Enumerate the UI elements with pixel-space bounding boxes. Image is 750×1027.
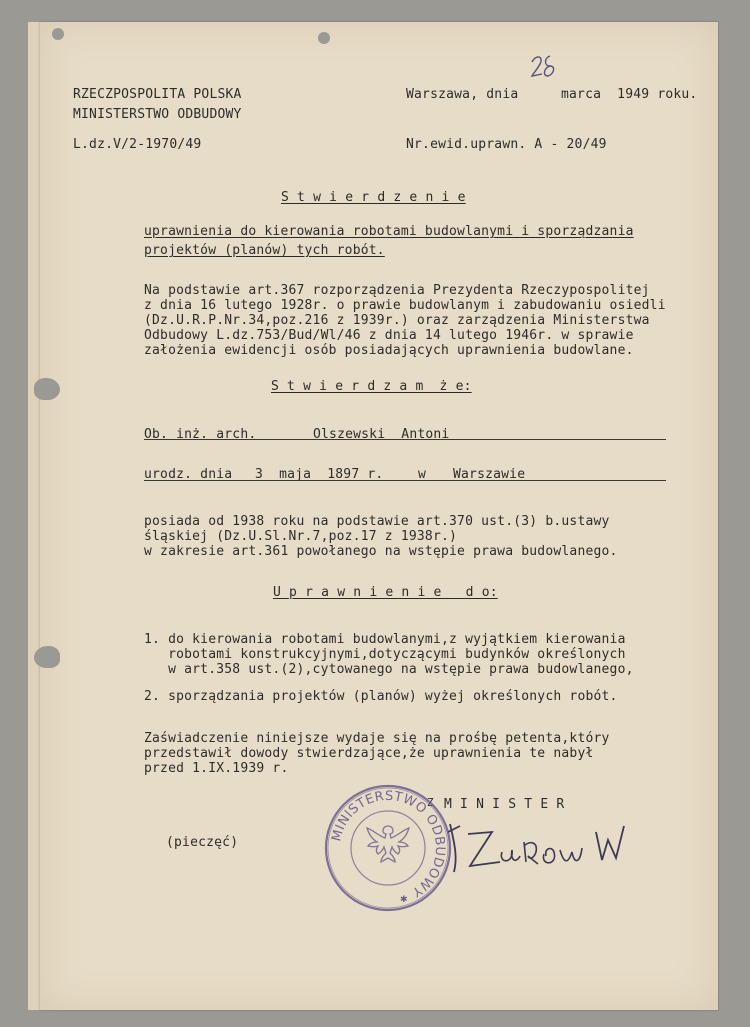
eagle-emblem-icon [367,826,409,862]
rights-item-1-line-1: 1. do kierowania robotami budowlanymi,z wyjątkiem kierowania [144,632,626,647]
legal-basis-line-1: Na podstawie art.367 rozporządzenia Prezydenta Rzeczypospolitej [144,283,650,298]
ministry-stamp [322,782,454,914]
person-name-rule [144,439,666,440]
stamp-text: MINISTERSTWO ODBUDOWY [329,788,448,900]
subject-line-2: projektów (planów) tych robót. [144,243,385,258]
birth-date: 3 maja 1897 r. [255,467,384,482]
punch-hole-top-left [52,28,64,40]
minister-prefix: Z [427,796,434,809]
birth-place: Warszawie [453,467,526,482]
legal-basis-line-4: Odbudowy L.dz.753/Bud/Wl/46 z dnia 14 lutego 1946r. w sprawie [144,328,634,343]
possession-line-3: w zakresie art.361 powołanego na wstępie prawa budowlanego. [144,544,618,559]
certificate-line-1: Zaświadczenie niniejsze wydaje się na prośbę petenta,który [144,731,610,746]
seal-label: (pieczęć) [166,835,239,850]
registry-number: Nr.ewid.uprawn. A - 20/49 [406,137,607,152]
legal-basis-line-2: z dnia 16 lutego 1928r. o prawie budowlanym i zabudowaniu osiedli [144,298,666,313]
handwritten-day [528,52,556,92]
birth-prefix: urodz. dnia [144,467,233,482]
rights-item-1-line-3: w art.358 ust.(2),cytowanego na wstępie prawa budowlanego, [144,662,634,677]
country-name: RZECZPOSPOLITA POLSKA [73,87,242,102]
rights-heading: U p r a w n i e n i e d o: [273,585,498,600]
rights-item-1-line-2: robotami konstrukcyjnymi,dotyczącymi budynków określonych [144,647,626,662]
legal-basis-line-3: (Dz.U.R.P.Nr.34,poz.216 z 1939r.) oraz zarządzenia Ministerstwa [144,313,650,328]
rights-item-2: 2. sporządzania projektów (planów) wyżej określonych robót. [144,689,618,704]
punch-hole-top-center [318,32,330,44]
possession-line-1: posiada od 1938 roku na podstawie art.370 ust.(3) b.ustawy [144,514,610,529]
document-title: S t w i e r d z e n i e [281,190,466,205]
legal-basis-line-5: założenia ewidencji osób posiadających uprawnienia budowlane. [144,343,634,358]
punch-hole-left-upper [34,378,60,400]
certificate-line-3: przed 1.IX.1939 r. [144,761,289,776]
possession-line-2: śląskiej (Dz.U.Sl.Nr.7,poz.17 z 1938r.) [144,529,458,544]
birth-rule [144,480,666,481]
stamp-star-icon: ✱ [400,895,408,905]
person-name: Olszewski Antoni [313,427,450,442]
minister-label: M I N I S T E R [444,797,565,812]
svg-text:MINISTERSTWO ODBUDOWY [329,789,447,900]
certificate-line-2: przedstawił dowody stwierdzające,że uprawnienia te nabył [144,746,594,761]
punch-hole-left-lower [34,646,60,668]
reference-number: L.dz.V/2-1970/49 [73,137,202,152]
statement-heading: S t w i e r d z a m ż e: [271,379,472,394]
minister-signature [440,812,640,882]
subject-line-1: uprawnienia do kierowania robotami budowlanymi i sporządzania [144,224,634,239]
date-month-year: marca 1949 roku. [561,87,698,102]
ministry-name: MINISTERSTWO ODBUDOWY [73,107,242,122]
place-date-prefix: Warszawa, dnia [406,87,519,102]
birth-in: w [418,467,427,482]
person-title: Ob. inż. arch. [144,427,257,442]
